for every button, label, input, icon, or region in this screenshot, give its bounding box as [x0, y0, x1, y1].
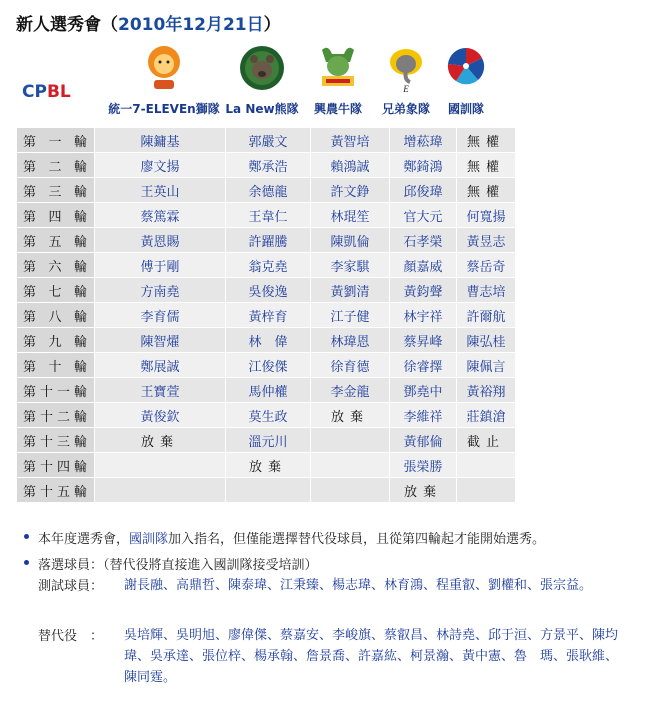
table-row [17, 278, 516, 303]
round-label: 第十一輪 [17, 378, 95, 403]
pick-cell [390, 328, 457, 353]
table-row [17, 453, 516, 478]
round-label: 第一輪 [17, 128, 95, 153]
player-link[interactable]: 馬仲權 [248, 384, 288, 400]
pick-cell [390, 253, 457, 278]
player-link[interactable]: 林 偉 [248, 334, 288, 350]
lions-logo-icon [134, 42, 194, 98]
pick-cell [390, 228, 457, 253]
player-link[interactable]: 陳弘桂 [466, 334, 506, 350]
pick-cell [311, 203, 390, 228]
team-name-elephants: 兄弟象隊 [381, 102, 431, 116]
team-bears[interactable] [225, 42, 299, 116]
round-label: 第二輪 [17, 153, 95, 178]
pick-cell [226, 178, 311, 203]
pick-cell [311, 228, 390, 253]
player-link[interactable]: 林宇祥 [403, 309, 443, 325]
pick-cell [311, 428, 390, 453]
player-link[interactable]: 方南堯 [140, 284, 180, 300]
pick-cell [311, 128, 390, 153]
table-row [17, 228, 516, 253]
pick-cell [457, 453, 516, 478]
player-link[interactable]: 郭嚴文 [248, 134, 288, 150]
pick-cell [95, 128, 226, 153]
team-elephants[interactable] [376, 42, 436, 116]
table-row [17, 128, 516, 153]
pick-cell [311, 253, 390, 278]
bulls-logo-icon [308, 42, 368, 98]
player-link[interactable]: 官大元 [403, 209, 443, 225]
player-link[interactable]: 黃俊欽 [140, 409, 180, 425]
player-link[interactable]: 鄧堯中 [403, 384, 443, 400]
player-link[interactable]: 陳佩言 [466, 359, 506, 375]
pick-cell [95, 378, 226, 403]
team-logos-row [16, 42, 496, 122]
player-link[interactable]: 吳俊逸 [248, 284, 288, 300]
pick-cell [226, 278, 311, 303]
pick-cell [457, 253, 516, 278]
player-link[interactable]: 傅于剛 [140, 259, 180, 275]
player-link[interactable]: 陳智燿 [140, 334, 180, 350]
pick-cell [457, 328, 516, 353]
pick-cell [390, 203, 457, 228]
pick-cell [457, 478, 516, 503]
pick-cell [390, 178, 457, 203]
pick-cell [95, 303, 226, 328]
pick-cell [226, 128, 311, 153]
pick-cell [95, 353, 226, 378]
player-link[interactable]: 增菘瑋 [403, 134, 443, 150]
player-link[interactable]: 鄭承浩 [248, 159, 288, 175]
pick-cell [390, 453, 457, 478]
table-row [17, 428, 516, 453]
player-link[interactable]: 鄭展誠 [140, 359, 180, 375]
pick-cell [226, 353, 311, 378]
player-link[interactable]: 余德龍 [248, 184, 288, 200]
table-row [17, 478, 516, 503]
table-row [17, 328, 516, 353]
player-link[interactable]: 廖文揚 [140, 159, 180, 175]
round-label: 第十三輪 [17, 428, 95, 453]
table-row [17, 403, 516, 428]
table-row [17, 178, 516, 203]
tryout-players-list[interactable]: 謝長融、高鼎哲、陳泰瑋、江秉臻、楊志瑋、林育鴻、程重叡、劉權和、張宗益。 [124, 578, 593, 593]
pick-cell [311, 328, 390, 353]
draft-table [16, 127, 516, 503]
pick-cell [95, 178, 226, 203]
round-label: 第十五輪 [17, 478, 95, 503]
player-link[interactable]: 黃智培 [330, 134, 370, 150]
pick-cell [390, 278, 457, 303]
pick-cell [311, 453, 390, 478]
player-link[interactable]: 李金龍 [330, 384, 370, 400]
pick-cell: 放棄 [226, 453, 311, 478]
player-link[interactable]: 王韋仁 [248, 209, 288, 225]
player-link[interactable]: 黃鈞聲 [403, 284, 443, 300]
team-name-lions: 統一7-ELEVEn獅隊 [108, 102, 220, 116]
pick-cell [95, 403, 226, 428]
player-link[interactable]: 蔡昇峰 [403, 334, 443, 350]
pick-cell [311, 353, 390, 378]
pick-cell [390, 153, 457, 178]
player-link[interactable]: 何寬揚 [466, 209, 506, 225]
title-date: 2010年12月21日 [118, 15, 264, 35]
table-row [17, 353, 516, 378]
pick-cell [311, 153, 390, 178]
alternative-service-list[interactable]: 吳培輝、吳明旭、廖偉傑、蔡嘉安、李峻旗、蔡叡昌、林詩堯、邱于洹、方景平、陳均瑋、吳承達、張位梓、楊承翰、詹景喬、許嘉紘、柯景瀚、黃中憲、魯 瑪、張耿維、陳同霆。 [124, 628, 619, 685]
round-label: 第八輪 [17, 303, 95, 328]
pick-cell [457, 203, 516, 228]
player-link[interactable]: 徐育德 [330, 359, 370, 375]
player-link[interactable]: 徐睿擇 [403, 359, 443, 375]
player-link[interactable]: 黃恩賜 [140, 234, 180, 250]
pick-cell [226, 303, 311, 328]
player-link[interactable]: 翁克堯 [248, 259, 288, 275]
player-link[interactable]: 王英山 [140, 184, 180, 200]
round-label: 第四輪 [17, 203, 95, 228]
player-link[interactable]: 曹志培 [466, 284, 506, 300]
player-link[interactable]: 許爾航 [466, 309, 506, 325]
pick-cell [226, 428, 311, 453]
page-title [16, 10, 281, 35]
pick-cell: 截止 [457, 428, 516, 453]
player-link[interactable]: 黃裕翔 [466, 384, 506, 400]
table-row [17, 153, 516, 178]
round-label: 第五輪 [17, 228, 95, 253]
pick-cell [311, 278, 390, 303]
player-link[interactable]: 李育儒 [140, 309, 180, 325]
player-link[interactable]: 邱俊瑋 [403, 184, 443, 200]
player-link[interactable]: 許躍騰 [248, 234, 288, 250]
pick-cell [390, 403, 457, 428]
pick-cell: 無權 [457, 153, 516, 178]
pick-cell [95, 253, 226, 278]
player-link[interactable]: 江子健 [330, 309, 370, 325]
pick-cell [226, 228, 311, 253]
pick-cell [226, 403, 311, 428]
pick-cell [390, 378, 457, 403]
national-team-link[interactable]: 國訓隊 [129, 532, 169, 547]
player-link[interactable]: 許文錚 [330, 184, 370, 200]
player-link[interactable]: 黃昱志 [466, 234, 506, 250]
note-undrafted: 落選球員：（替代役將直接進入國訓隊接受培訓） [22, 554, 642, 573]
round-label: 第十輪 [17, 353, 95, 378]
tryout-label: 測試球員： [38, 579, 104, 594]
player-link[interactable]: 王寶萱 [140, 384, 180, 400]
table-row [17, 378, 516, 403]
table-row [17, 303, 516, 328]
pick-cell [226, 478, 311, 503]
pick-cell [95, 153, 226, 178]
title-prefix: 新人選秀會（ [16, 15, 118, 35]
alternative-service-block [38, 625, 638, 688]
pick-cell [457, 228, 516, 253]
pick-cell [457, 403, 516, 428]
pick-cell: 放棄 [311, 403, 390, 428]
round-label: 第九輪 [17, 328, 95, 353]
player-link[interactable]: 林琨笙 [330, 209, 370, 225]
round-label: 第六輪 [17, 253, 95, 278]
player-link[interactable]: 溫元川 [248, 434, 288, 450]
player-link[interactable]: 顏嘉威 [403, 259, 443, 275]
team-lions[interactable] [108, 42, 220, 116]
team-name-bulls: 興農牛隊 [313, 102, 363, 116]
pick-cell [311, 303, 390, 328]
player-link[interactable]: 林瑋恩 [330, 334, 370, 350]
pick-cell [311, 378, 390, 403]
player-link[interactable]: 莊鎮滄 [466, 409, 506, 425]
pick-cell [457, 278, 516, 303]
player-link[interactable]: 石孝榮 [403, 234, 443, 250]
notes-section [22, 528, 642, 580]
player-link[interactable]: 陳鏞基 [140, 134, 180, 150]
cpbl-logo-icon: CPBL [22, 82, 71, 102]
pick-cell: 放棄 [95, 428, 226, 453]
round-label: 第三輪 [17, 178, 95, 203]
player-link[interactable]: 莫生政 [248, 409, 288, 425]
pick-cell: 無權 [457, 128, 516, 153]
pick-cell [95, 278, 226, 303]
pick-cell [95, 453, 226, 478]
bears-logo-icon [232, 42, 292, 98]
round-label: 第十二輪 [17, 403, 95, 428]
pick-cell [226, 328, 311, 353]
national-team-logo-icon [436, 42, 496, 98]
pick-cell [390, 428, 457, 453]
pick-cell [226, 253, 311, 278]
title-suffix: ） [263, 15, 281, 35]
pick-cell: 放棄 [390, 478, 457, 503]
pick-cell [311, 178, 390, 203]
player-link[interactable]: 賴鴻誠 [330, 159, 370, 175]
player-link[interactable]: 李維祥 [403, 409, 443, 425]
table-row [17, 203, 516, 228]
tryout-players-block [38, 575, 638, 596]
pick-cell: 無權 [457, 178, 516, 203]
player-link[interactable]: 鄭錡鴻 [403, 159, 443, 175]
pick-cell [226, 378, 311, 403]
team-bulls[interactable] [308, 42, 368, 116]
pick-cell [95, 203, 226, 228]
team-name-national: 國訓隊 [447, 102, 485, 116]
pick-cell [226, 153, 311, 178]
pick-cell [390, 303, 457, 328]
team-national[interactable] [436, 42, 496, 116]
player-link[interactable]: 蔡篤霖 [140, 209, 180, 225]
player-link[interactable]: 黃劉清 [330, 284, 370, 300]
team-name-bears: La New熊隊 [225, 102, 299, 116]
table-row [17, 253, 516, 278]
pick-cell [457, 303, 516, 328]
player-link[interactable]: 陳凱倫 [330, 234, 370, 250]
player-link[interactable]: 李家騏 [330, 259, 370, 275]
player-link[interactable]: 黃梓育 [248, 309, 288, 325]
pick-cell [311, 478, 390, 503]
round-label: 第七輪 [17, 278, 95, 303]
pick-cell [457, 353, 516, 378]
player-link[interactable]: 黃郁倫 [403, 434, 443, 450]
player-link[interactable]: 張榮勝 [403, 459, 443, 475]
pick-cell [226, 203, 311, 228]
elephants-logo-icon [376, 42, 436, 98]
player-link[interactable]: 江俊傑 [248, 359, 288, 375]
pick-cell [390, 353, 457, 378]
pick-cell [95, 228, 226, 253]
player-link[interactable]: 蔡岳奇 [466, 259, 506, 275]
round-label: 第十四輪 [17, 453, 95, 478]
pick-cell [457, 378, 516, 403]
note-national-team: 本年度選秀會，國訓隊加入指名，但僅能選擇替代役球員，且從第四輪起才能開始選秀。 [22, 528, 642, 547]
alternative-service-label: 替代役 ： [38, 629, 104, 644]
pick-cell [390, 128, 457, 153]
pick-cell [95, 328, 226, 353]
pick-cell [95, 478, 226, 503]
svg-text:E: E [403, 84, 409, 94]
